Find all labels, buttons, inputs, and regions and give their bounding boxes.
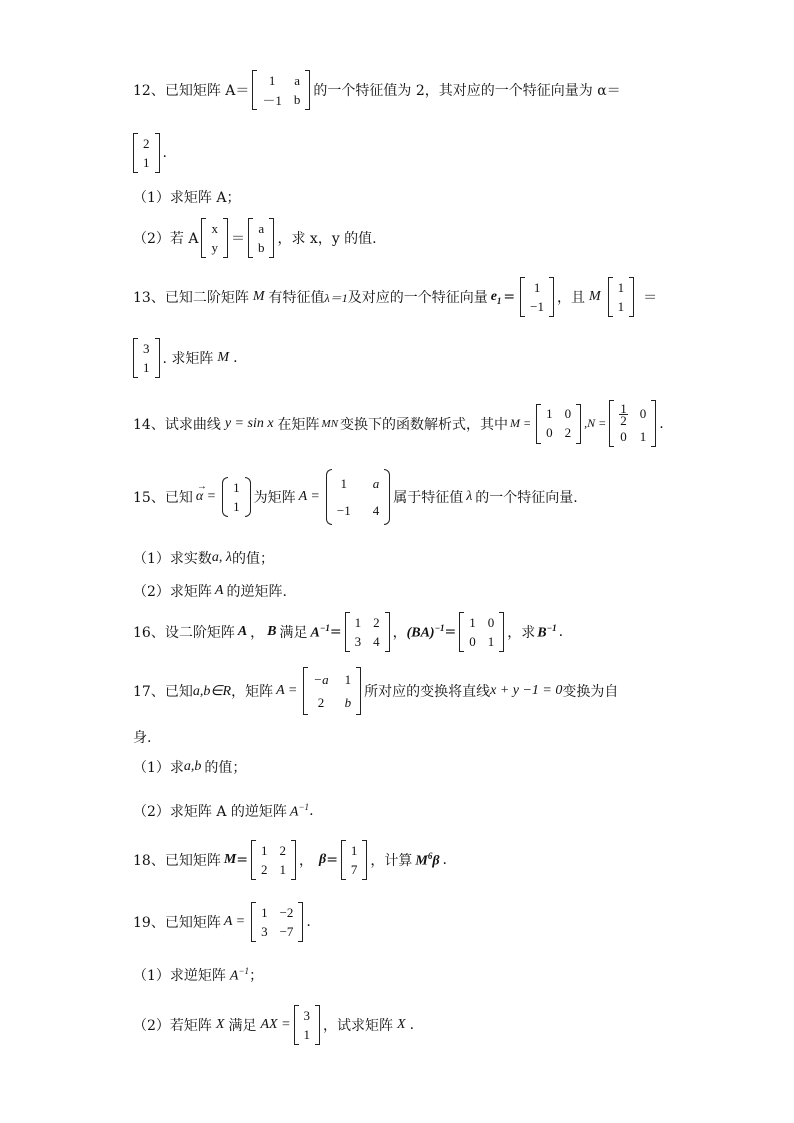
math-expr: $M^6\beta$: [415, 850, 440, 869]
matrix-entry: 1: [340, 475, 348, 491]
vector-entry: 1: [350, 842, 358, 858]
q12-line2: [133, 133, 167, 173]
q17-part2: [133, 801, 314, 821]
q17-text: ，矩阵: [231, 684, 274, 700]
q19-part1-text: ；: [249, 968, 264, 984]
math-var: M =: [510, 416, 532, 430]
q14-matrix-m: [536, 404, 581, 444]
q17-part2-text: （2）求矩阵 A 的逆矩阵: [133, 804, 287, 820]
vector-entry: 1: [143, 154, 150, 170]
matrix-entry: 2: [564, 425, 572, 440]
q17-matrix-a: [303, 667, 361, 715]
q15-text: 为矩阵: [253, 490, 296, 506]
q17-line1: [133, 667, 618, 715]
q13-result-vector: [133, 338, 160, 378]
q13-text: . 求矩阵: [162, 351, 214, 367]
q17-text: 已知: [164, 684, 193, 700]
q15-part2-text: （2）求矩阵: [133, 584, 212, 600]
matrix-entry: −7: [279, 923, 294, 939]
matrix-entry: 1: [261, 904, 268, 920]
math-var: A =: [298, 489, 320, 504]
math-var: → α =: [195, 481, 217, 504]
math-var: B: [267, 624, 277, 639]
vector-entry: y: [211, 239, 218, 255]
matrix-entry: 0: [487, 614, 495, 630]
q13-line2: [133, 338, 238, 378]
q19-matrix-a: [251, 902, 303, 942]
q19-part1-text: （1）求逆矩阵: [133, 968, 226, 984]
q12-part2: [133, 218, 377, 258]
math-expr: y = sin x: [224, 415, 274, 431]
vector-entry: 1: [303, 1026, 311, 1042]
math-var: $A^{-1}$: [229, 965, 250, 984]
q17-part1: [133, 757, 246, 777]
q16-line: [133, 612, 563, 652]
matrix-entry: 4: [373, 633, 380, 649]
matrix-entry: b: [344, 694, 352, 710]
vector-entry: b: [257, 239, 265, 255]
matrix-entry: 1: [487, 633, 495, 649]
matrix-entry: 2: [279, 842, 287, 858]
equals-sign: =: [444, 624, 457, 640]
equals-sign: =: [236, 852, 249, 868]
q15-part2: [133, 581, 287, 601]
q17-text: 身.: [133, 730, 152, 746]
matrix-entry: −1: [336, 502, 351, 518]
q16-number: 16、: [133, 625, 165, 641]
q17-part2-text: .: [309, 803, 314, 819]
vector-entry: a: [258, 220, 265, 236]
math-expr: x + y −1 = 0: [490, 683, 563, 698]
q13-text: 已知二阶矩阵: [164, 290, 249, 306]
q15-matrix-a: [326, 469, 390, 525]
q17-part1-text: 的值；: [204, 760, 247, 776]
q13-text: 有特征值: [268, 290, 325, 306]
vector-entry: 1: [143, 359, 150, 375]
q12-period: .: [162, 145, 167, 161]
q17-text: 变换为自: [562, 684, 619, 700]
q12-part1: [133, 187, 240, 207]
q19-part2-text: （2）若矩阵: [133, 1018, 212, 1034]
q13-m-vector: [608, 277, 635, 317]
matrix-entry: 0: [564, 406, 572, 421]
matrix-entry: 3: [261, 923, 268, 939]
q13-text: ，且: [557, 290, 585, 306]
math-var: (BA)$^{-1}$: [406, 622, 445, 641]
q15-part2-text: 的逆矩阵.: [226, 584, 287, 600]
q16-text: 设二阶矩阵: [164, 625, 235, 641]
vector-entry: 1: [617, 279, 625, 295]
q15-text: 的一个特征向量.: [475, 490, 578, 506]
q18-text: 已知矩阵: [164, 853, 221, 869]
q12-matrix-a: [252, 70, 310, 110]
matrix-entry: 1: [639, 428, 647, 444]
math-var: A =: [223, 914, 246, 929]
q17-line2: [133, 727, 151, 747]
q19-part2-text: .: [409, 1017, 415, 1033]
math-var: X: [397, 1017, 406, 1032]
q19-period: .: [306, 914, 311, 930]
math-var: A: [237, 624, 248, 639]
q14-matrix-n: [609, 400, 656, 447]
matrix-entry: 1: [261, 842, 268, 858]
math-var: ,N =: [584, 416, 607, 430]
matrix-entry: 4: [372, 502, 380, 518]
q15-part1-text: （1）求实数: [133, 551, 212, 567]
q19-line: [133, 902, 311, 942]
math-var: β: [319, 852, 327, 867]
matrix-entry: 2: [317, 694, 325, 710]
q12-part1-text: （1）求矩阵 A；: [133, 190, 241, 206]
q19-part2-text: 满足: [228, 1018, 257, 1034]
matrix-entry: 1: [279, 861, 287, 877]
q12-number: 12、: [133, 83, 165, 99]
equals-sign: ＝: [643, 290, 658, 306]
q12-part2-text: （2）若 A: [133, 231, 199, 247]
q19-x-vector: [294, 1005, 321, 1045]
q17-text: 所对应的变换将直线: [364, 684, 491, 700]
q14-text: 变换下的函数解析式，其中: [340, 416, 509, 433]
matrix-entry: 1: [354, 614, 362, 630]
math-var: M: [589, 289, 601, 304]
q16-text: ，求: [507, 625, 536, 641]
matrix-entry: －1: [262, 93, 282, 108]
matrix-entry: 1: [344, 671, 352, 687]
matrix-entry: 3: [354, 633, 362, 649]
matrix-entry: 1: [268, 72, 276, 88]
q16-period: .: [558, 624, 564, 640]
q12-line1: [133, 70, 621, 110]
q12-eigenvector: [133, 133, 160, 173]
matrix-entry: 2: [373, 614, 380, 630]
math-var: M: [252, 289, 265, 304]
q15-line: [133, 469, 578, 525]
matrix-entry: 1: [546, 406, 553, 421]
q19-text: 已知矩阵: [164, 915, 221, 931]
math-var: $e_1$: [490, 288, 502, 306]
math-var: MN: [321, 417, 339, 430]
q16-text: ，: [392, 625, 407, 641]
matrix-entry: −a: [313, 671, 329, 687]
matrix-entry: 0: [469, 633, 476, 649]
q16-matrix-bainv: [459, 612, 504, 652]
math-var: A: [214, 583, 224, 598]
q12-ab-vector: [248, 218, 275, 258]
fraction-half: $\frac{1}{2}$: [620, 400, 627, 428]
vector-entry: 1: [617, 298, 625, 314]
q17-part1-text: （1）求: [133, 760, 184, 776]
q16-text: 满足: [279, 625, 308, 641]
math-var: $B^{-1}$: [537, 622, 557, 641]
matrix-entry: a: [372, 475, 380, 491]
math-var: A =: [276, 683, 298, 698]
math-var: M: [223, 852, 237, 867]
q18-number: 18、: [133, 853, 165, 869]
q18-line: [133, 840, 447, 880]
math-var: $A^{-1}$: [310, 622, 330, 641]
q13-e1-vector: [520, 277, 554, 317]
q13-line1: 13、 已知二阶矩阵 M 有特征值 λ＝1 及对应的一个特征向量 $e_1$ = 1 −1 ，且 M 1 1 ＝: [133, 277, 657, 317]
vector-entry: 2: [143, 135, 150, 151]
q13-text: .: [233, 350, 238, 366]
vector-entry: 1: [533, 279, 541, 295]
vector-entry: 3: [303, 1007, 311, 1023]
matrix-entry: a: [294, 72, 301, 88]
q19-part1: [133, 965, 263, 985]
q18-beta-vector: [341, 840, 368, 880]
matrix-entry: b: [293, 91, 301, 107]
q12-text: 的一个特征值为 2，其对应的一个特征向量为 α＝: [313, 83, 621, 99]
vector-entry: 7: [350, 861, 358, 877]
q15-number: 15、: [133, 490, 165, 506]
math-var: a,b: [183, 759, 202, 774]
equals-sign: ＝: [230, 231, 245, 247]
separator: ，: [250, 625, 265, 641]
vector-entry: −1: [530, 298, 544, 314]
matrix-entry: 0: [639, 406, 647, 421]
q14-text: 试求曲线: [164, 416, 221, 433]
q15-alpha-vector: [222, 477, 251, 517]
math-var: λ: [466, 489, 473, 504]
q15-text: 已知: [164, 490, 193, 506]
q14-line: [133, 400, 664, 447]
matrix-entry: 0: [546, 425, 553, 440]
q12-xy-vector: [201, 218, 228, 258]
equals-sign: =: [329, 624, 342, 640]
math-var: a, λ: [211, 550, 232, 565]
matrix-entry: 2: [261, 861, 268, 877]
vector-entry: 3: [143, 340, 150, 356]
q17-number: 17、: [133, 684, 165, 700]
q19-part2-text: ，试求矩阵: [323, 1018, 394, 1034]
math-expr: a,b∈R: [192, 683, 232, 699]
q18-matrix-m: [251, 840, 296, 880]
q12-part2-text: ，求 x，y 的值.: [277, 231, 377, 247]
q14-number: 14、: [133, 416, 165, 433]
q19-part2: [133, 1005, 414, 1045]
math-var: $A^{-1}$: [289, 801, 310, 820]
q15-text: 属于特征值: [393, 490, 464, 506]
math-expr: λ＝1: [324, 290, 348, 305]
vector-entry: 1: [233, 498, 240, 514]
math-expr: AX =: [260, 1017, 291, 1032]
q14-period: .: [659, 415, 664, 432]
equals-sign: =: [326, 852, 338, 868]
q13-number: 13、: [133, 290, 165, 306]
q18-text: ，: [299, 853, 314, 869]
q16-matrix-ainv: [345, 612, 390, 652]
q18-text: ，计算: [370, 853, 413, 869]
q12-text: 已知矩阵 A＝: [164, 83, 250, 99]
matrix-entry: 1: [469, 614, 476, 630]
q19-number: 19、: [133, 915, 165, 931]
q15-part1: [133, 548, 274, 568]
vector-entry: 1: [233, 479, 240, 495]
matrix-entry: −2: [279, 904, 294, 920]
math-var: M: [217, 350, 230, 365]
q14-text: 在矩阵: [277, 416, 320, 433]
q18-period: .: [442, 852, 447, 868]
math-var: X: [215, 1017, 225, 1032]
q15-part1-text: 的值；: [232, 551, 274, 567]
q13-text: 及对应的一个特征向量: [347, 290, 488, 306]
matrix-entry: 0: [620, 428, 627, 444]
vector-entry: x: [211, 220, 218, 236]
